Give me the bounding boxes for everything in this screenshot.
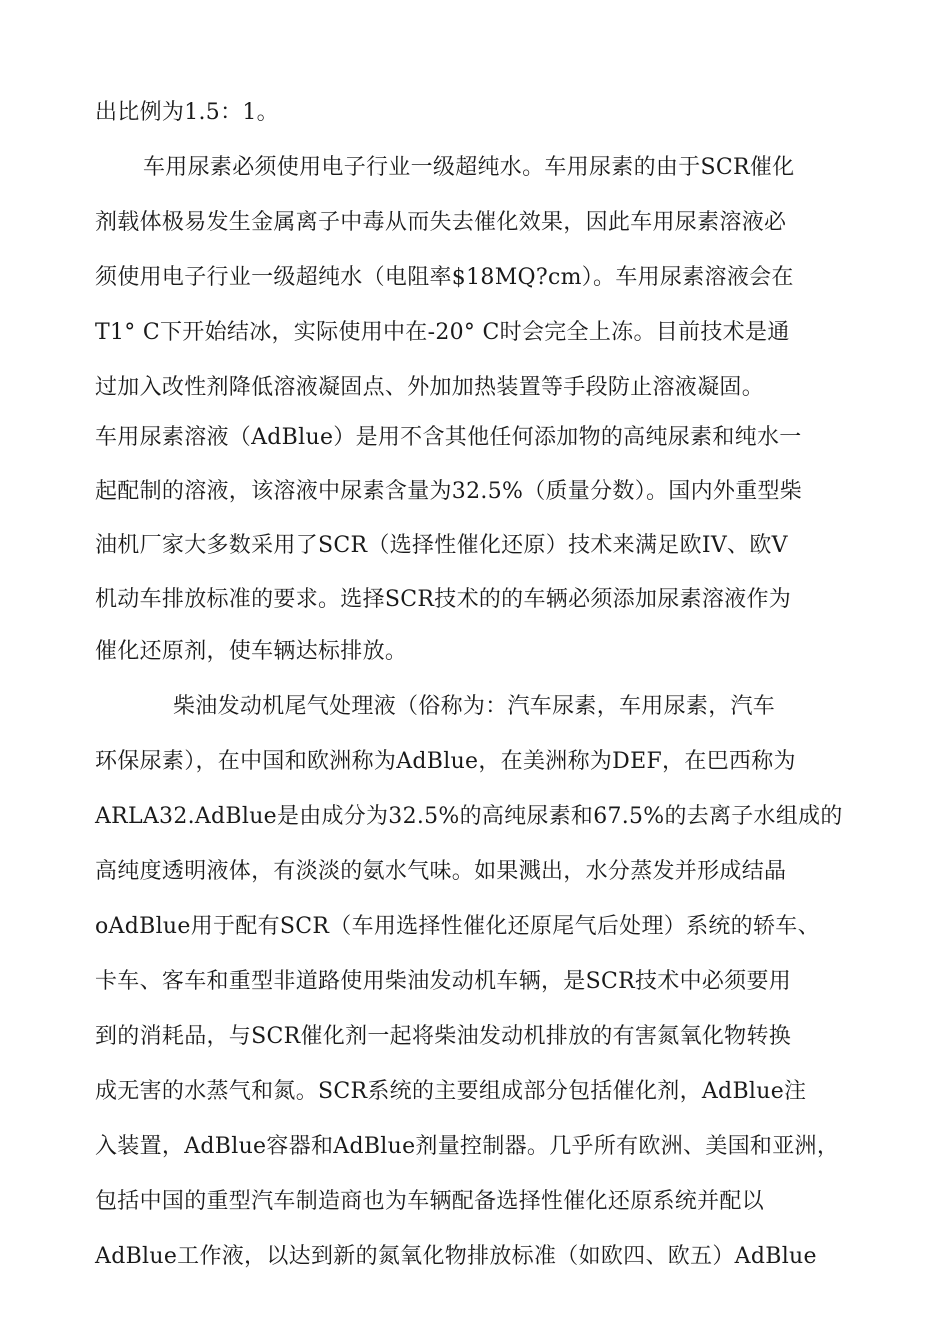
text-line: 车用尿素溶液（AdBlue）是用不含其他任何添加物的高纯尿素和纯水一	[95, 425, 802, 450]
text-line: 高纯度透明液体，有淡淡的氨水气味。如果溅出，水分蒸发并形成结晶	[95, 859, 787, 884]
text-line: 机动车排放标准的要求。选择SCR技术的的车辆必须添加尿素溶液作为	[95, 587, 792, 612]
text-line: 包括中国的重型汽车制造商也为车辆配备选择性催化还原系统并配以	[95, 1189, 765, 1214]
text-line: 柴油发动机尾气处理液（俗称为：汽车尿素，车用尿素，汽车	[173, 694, 776, 719]
text-line: oAdBlue用于配有SCR（车用选择性催化还原尾气后处理）系统的轿车、	[95, 914, 820, 939]
text-line: 环保尿素），在中国和欧洲称为AdBlue，在美洲称为DEF，在巴西称为	[95, 749, 796, 774]
text-line: 到的消耗品，与SCR催化剂一起将柴油发动机排放的有害氮氧化物转换	[95, 1024, 792, 1049]
text-line: 须使用电子行业一级超纯水（电阻率$18MQ?cm）。车用尿素溶液会在	[95, 265, 794, 290]
text-line: 出比例为1.5：1。	[95, 100, 279, 125]
text-line: 卡车、客车和重型非道路使用柴油发动机车辆，是SCR技术中必须要用	[95, 969, 792, 994]
text-line: 过加入改性剂降低溶液凝固点、外加加热装置等手段防止溶液凝固。	[95, 375, 765, 400]
text-line: 成无害的水蒸气和氮。SCR系统的主要组成部分包括催化剂，AdBlue注	[95, 1079, 807, 1104]
text-line: 入装置，AdBlue容器和AdBlue剂量控制器。几乎所有欧洲、美国和亚洲，	[95, 1134, 840, 1159]
text-line: ARLA32.AdBlue是由成分为32.5%的高纯尿素和67.5%的去离子水组成的	[95, 804, 843, 829]
text-line: 催化还原剂，使车辆达标排放。	[95, 639, 408, 664]
text-line: 油机厂家大多数采用了SCR（选择性催化还原）技术来满足欧IV、欧V	[95, 533, 788, 558]
text-line: T1° C下开始结冰，实际使用中在-20° C时会完全上冻。目前技术是通	[95, 320, 790, 345]
text-line: 车用尿素必须使用电子行业一级超纯水。车用尿素的由于SCR催化	[143, 155, 795, 180]
text-line: AdBlue工作液，以达到新的氮氧化物排放标准（如欧四、欧五）AdBlue	[95, 1244, 817, 1269]
text-line: 剂载体极易发生金属离子中毒从而失去催化效果，因此车用尿素溶液必	[95, 210, 787, 235]
text-line: 起配制的溶液，该溶液中尿素含量为32.5%（质量分数）。国内外重型柴	[95, 479, 803, 504]
